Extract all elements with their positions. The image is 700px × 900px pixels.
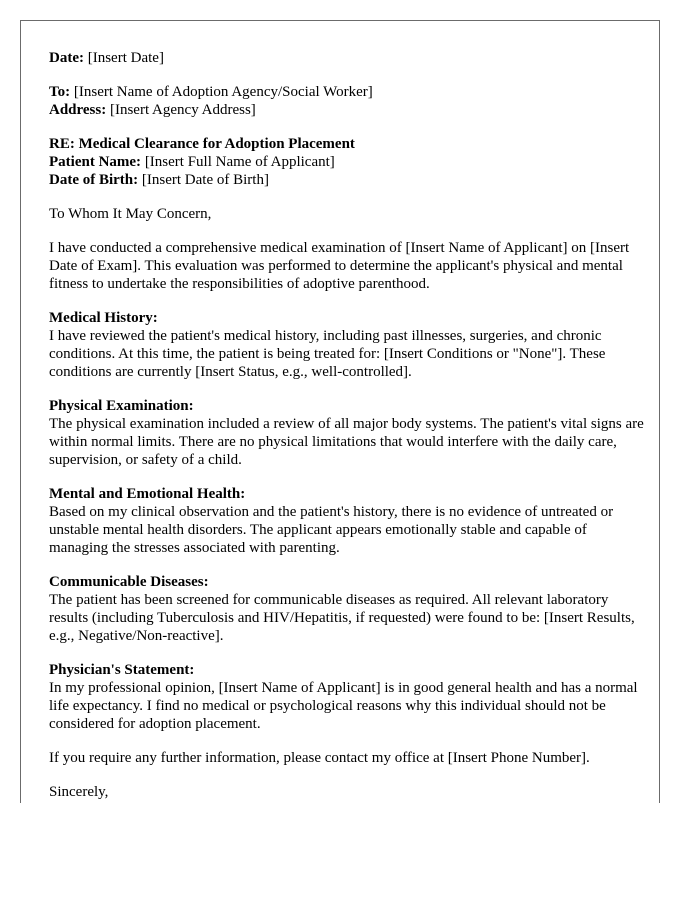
section-heading: Communicable Diseases: (49, 574, 209, 590)
closing-block (49, 783, 649, 801)
to-value: [Insert Name of Adoption Agency/Social Worker] (73, 84, 373, 100)
recipient-block (49, 83, 649, 119)
address-line (49, 101, 649, 119)
re-line: RE: Medical Clearance for Adoption Placement (49, 136, 355, 152)
letter-content (49, 49, 649, 803)
section-body: Based on my clinical observation and the patient's history, there is no evidence of untreated or unstable mental health disorders. The applicant appears emotionally stable and capable of managing the stresses associated with parenting. (49, 504, 614, 556)
patient-name-label: Patient Name: (49, 154, 142, 170)
to-label: To: (49, 84, 71, 100)
date-line (49, 49, 649, 67)
section-physical-examination (49, 397, 649, 469)
section-heading: Physical Examination: (49, 398, 194, 414)
address-label: Address: (49, 102, 107, 118)
date-value: [Insert Date] (87, 50, 164, 66)
intro-block (49, 239, 649, 293)
section-physician-statement (49, 661, 649, 733)
dob-line (49, 171, 649, 189)
section-heading: Medical History: (49, 310, 158, 326)
section-body: In my professional opinion, [Insert Name of Applicant] is in good general health and has a normal life expectancy. I find no medical or psychological reasons why this individual should not be considered for adoption placement. (49, 680, 638, 732)
salutation: To Whom It May Concern, (49, 206, 212, 222)
dob-value: [Insert Date of Birth] (141, 172, 269, 188)
section-body: The patient has been screened for communicable diseases as required. All relevant laboratory results (including Tuberculosis and HIV/Hepatitis, if requested) were found to be: [Insert Results, e.g., Negative/Non-reactive]. (49, 592, 635, 644)
section-body: The physical examination included a review of all major body systems. The patient's vital signs are within normal limits. There are no physical limitations that would interfere with the daily care, supervision, or safety of a child. (49, 416, 644, 468)
section-heading: Physician's Statement: (49, 662, 195, 678)
to-line (49, 83, 649, 101)
dob-label: Date of Birth: (49, 172, 139, 188)
intro-paragraph: I have conducted a comprehensive medical examination of [Insert Name of Applicant] on [Insert Date of Exam]. This evaluation was performed to determine the applicant's physical and mental fitness to undertake the responsibilities of adoptive parenthood. (49, 240, 630, 292)
section-communicable-diseases (49, 573, 649, 645)
date-label: Date: (49, 50, 84, 66)
date-block (49, 49, 649, 67)
closing: Sincerely, (49, 784, 109, 800)
letter-page (20, 20, 660, 803)
patient-name-value: [Insert Full Name of Applicant] (144, 154, 335, 170)
address-value: [Insert Agency Address] (109, 102, 256, 118)
section-heading: Mental and Emotional Health: (49, 486, 246, 502)
contact-block (49, 749, 649, 767)
subject-block (49, 135, 649, 189)
section-medical-history (49, 309, 649, 381)
section-mental-emotional-health (49, 485, 649, 557)
contact-paragraph: If you require any further information, please contact my office at [Insert Phone Number]. (49, 750, 590, 766)
section-body: I have reviewed the patient's medical history, including past illnesses, surgeries, and chronic conditions. At this time, the patient is being treated for: [Insert Conditions or "None"]. These conditions are currently [Insert Status, e.g., well-controlled]. (49, 328, 606, 380)
salutation-block (49, 205, 649, 223)
patient-name-line (49, 153, 649, 171)
